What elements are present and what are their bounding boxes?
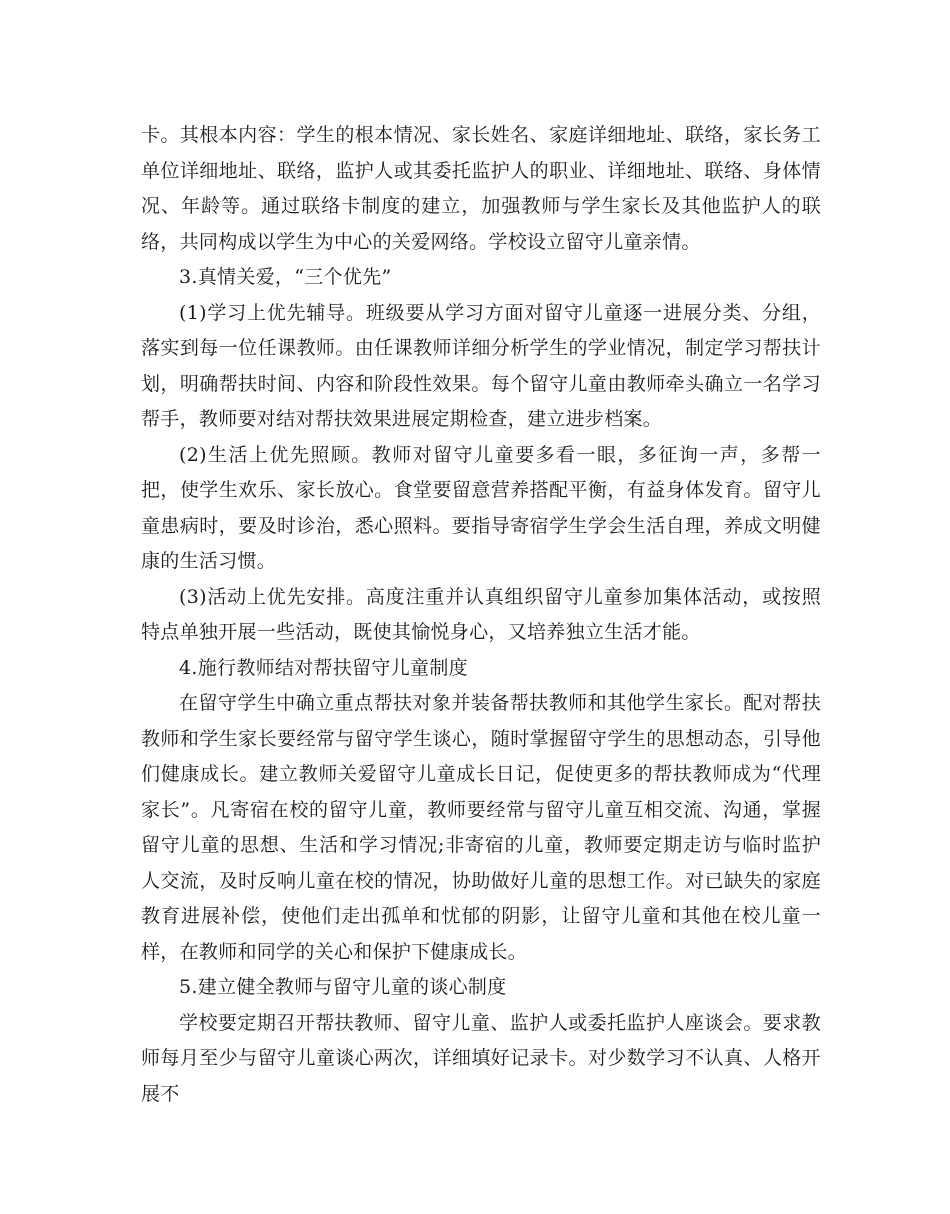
document-body [141,118,821,1112]
paragraph-life-priority: (2)生活上优先照顾。教师对留守儿童要多看一眼，多征询一声，多帮一把，使学生欢乐、家长放心。食堂要留意营养搭配平衡，有益身体发育。留守儿童患病时，要及时诊治，悉心照料。要指导寄宿学生学会生活自理，养成文明健康的生活习惯。 [141,443,821,572]
section-heading-5: 5.建立健全教师与留守儿童的谈心制度 [179,976,507,998]
section-heading-3: 3.真情关爱，“三个优先” [179,266,392,288]
paragraph-contact-card: 卡。其根本内容：学生的根本情况、家长姓名、家庭详细地址、联络，家长务工单位详细地址、联络，监护人或其委托监护人的职业、详细地址、联络、身体情况、年龄等。通过联络卡制度的建立，加强教师与学生家长及其他监护人的联络，共同构成以学生为中心的关爱网络。学校设立留守儿童亲情。 [141,124,821,253]
paragraph-heart-to-heart: 学校要定期召开帮扶教师、留守儿童、监护人或委托监护人座谈会。要求教师每月至少与留守儿童谈心两次，详细填好记录卡。对少数学习不认真、人格开展不 [141,1011,821,1105]
paragraph-study-priority: (1)学习上优先辅导。班级要从学习方面对留守儿童逐一进展分类、分组，落实到每一位任课教师。由任课教师详细分析学生的学业情况，制定学习帮扶计划，明确帮扶时间、内容和阶段性效果。每个留守儿童由教师牵头确立一名学习帮手，教师要对结对帮扶效果进展定期检查，建立进步档案。 [141,301,821,430]
section-heading-4: 4.施行教师结对帮扶留守儿童制度 [179,656,468,679]
paragraph-activity-priority: (3)活动上优先安排。高度注重并认真组织留守儿童参加集体活动，或按照特点单独开展一些活动，既使其愉悦身心，又培养独立生活才能。 [141,585,821,643]
paragraph-teacher-pairing: 在留守学生中确立重点帮扶对象并装备帮扶教师和其他学生家长。配对帮扶教师和学生家长要经常与留守学生谈心，随时掌握留守学生的思想动态，引导他们健康成长。建立教师关爱留守儿童成长日记，促使更多的帮扶教师成为“代理家长”。凡寄宿在校的留守儿童，教师要经常与留守儿童互相交流、沟通，掌握留守儿童的思想、生活和学习情况;非寄宿的儿童，教师要定期走访与临时监护人交流，及时反响儿童在校的情况，协助做好儿童的思想工作。对已缺失的家庭教育进展补偿，使他们走出孤单和忧郁的阴影，让留守儿童和其他在校儿童一样，在教师和同学的关心和保护下健康成长。 [141,692,821,963]
